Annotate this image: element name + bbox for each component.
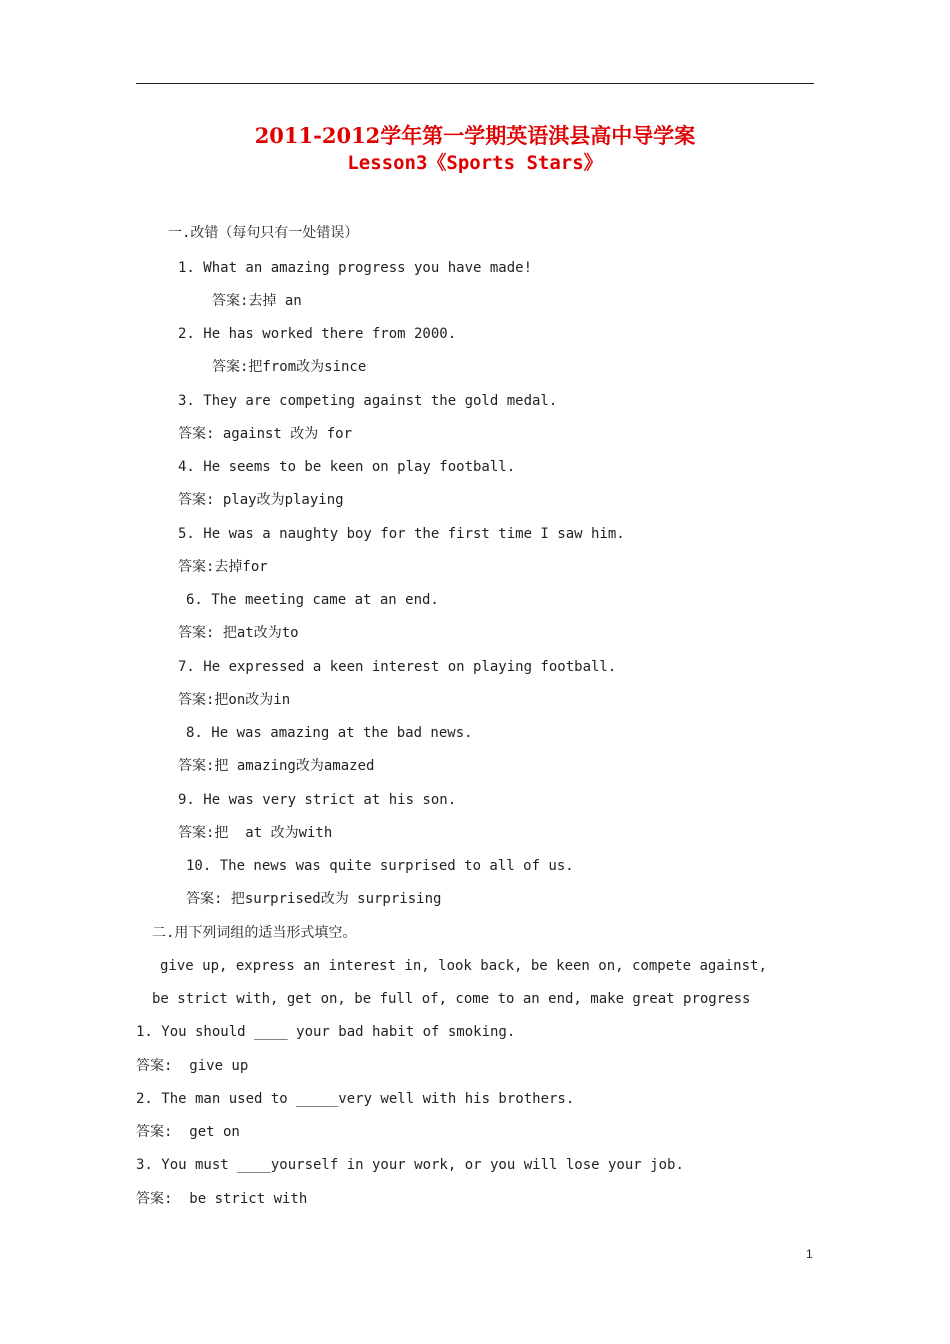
header-rule [136, 83, 814, 84]
text-line: 6. The meeting came at an end. [186, 592, 439, 608]
text-line: 答案: be strict with [136, 1191, 308, 1207]
text-line: 答案:把on改为in [178, 692, 291, 708]
text-line: 答案:把 amazing改为amazed [178, 758, 375, 774]
text-line: 4. He seems to be keen on play football. [178, 459, 516, 475]
page-number: 1 [806, 1247, 813, 1261]
text-line: 一.改错（每句只有一处错误） [168, 225, 359, 241]
text-line: 3. You must ____yourself in your work, or you will lose your job. [136, 1157, 684, 1173]
text-line: 答案: play改为playing [178, 492, 344, 508]
text-line: 9. He was very strict at his son. [178, 792, 457, 808]
text-line: 8. He was amazing at the bad news. [186, 725, 473, 741]
text-line: give up, express an interest in, look back, be keen on, compete against, [160, 958, 767, 974]
text-line: 3. They are competing against the gold medal. [178, 393, 558, 409]
text-line: 答案:去掉 an [212, 293, 302, 309]
text-line: 2. The man used to _____very well with his brothers. [136, 1091, 575, 1107]
text-line: 答案:去掉for [178, 559, 268, 575]
text-line: 1. You should ____ your bad habit of smoking. [136, 1024, 516, 1040]
text-line: 答案:把 at 改为with [178, 825, 333, 841]
text-line: 5. He was a naughty boy for the first time I saw him. [178, 526, 625, 542]
text-line: 1. What an amazing progress you have made! [178, 260, 533, 276]
document-title: 2011-2012学年第一学期英语淇县高中导学案 [254, 123, 696, 148]
text-line: 答案: get on [136, 1124, 240, 1140]
text-line: 二.用下列词组的适当形式填空。 [152, 925, 357, 941]
text-line: 答案: give up [136, 1058, 249, 1074]
text-line: 7. He expressed a keen interest on playing football. [178, 659, 617, 675]
text-line: 2. He has worked there from 2000. [178, 326, 457, 342]
document-subtitle: Lesson3《Sports Stars》 [347, 152, 603, 174]
text-line: 答案: against 改为 for [178, 426, 353, 442]
text-line: 10. The news was quite surprised to all of us. [186, 858, 574, 874]
text-line: 答案: 把at改为to [178, 625, 299, 641]
text-line: 答案: 把surprised改为 surprising [186, 891, 442, 907]
text-line: be strict with, get on, be full of, come to an end, make great progress [152, 991, 751, 1007]
text-line: 答案:把from改为since [212, 359, 367, 375]
